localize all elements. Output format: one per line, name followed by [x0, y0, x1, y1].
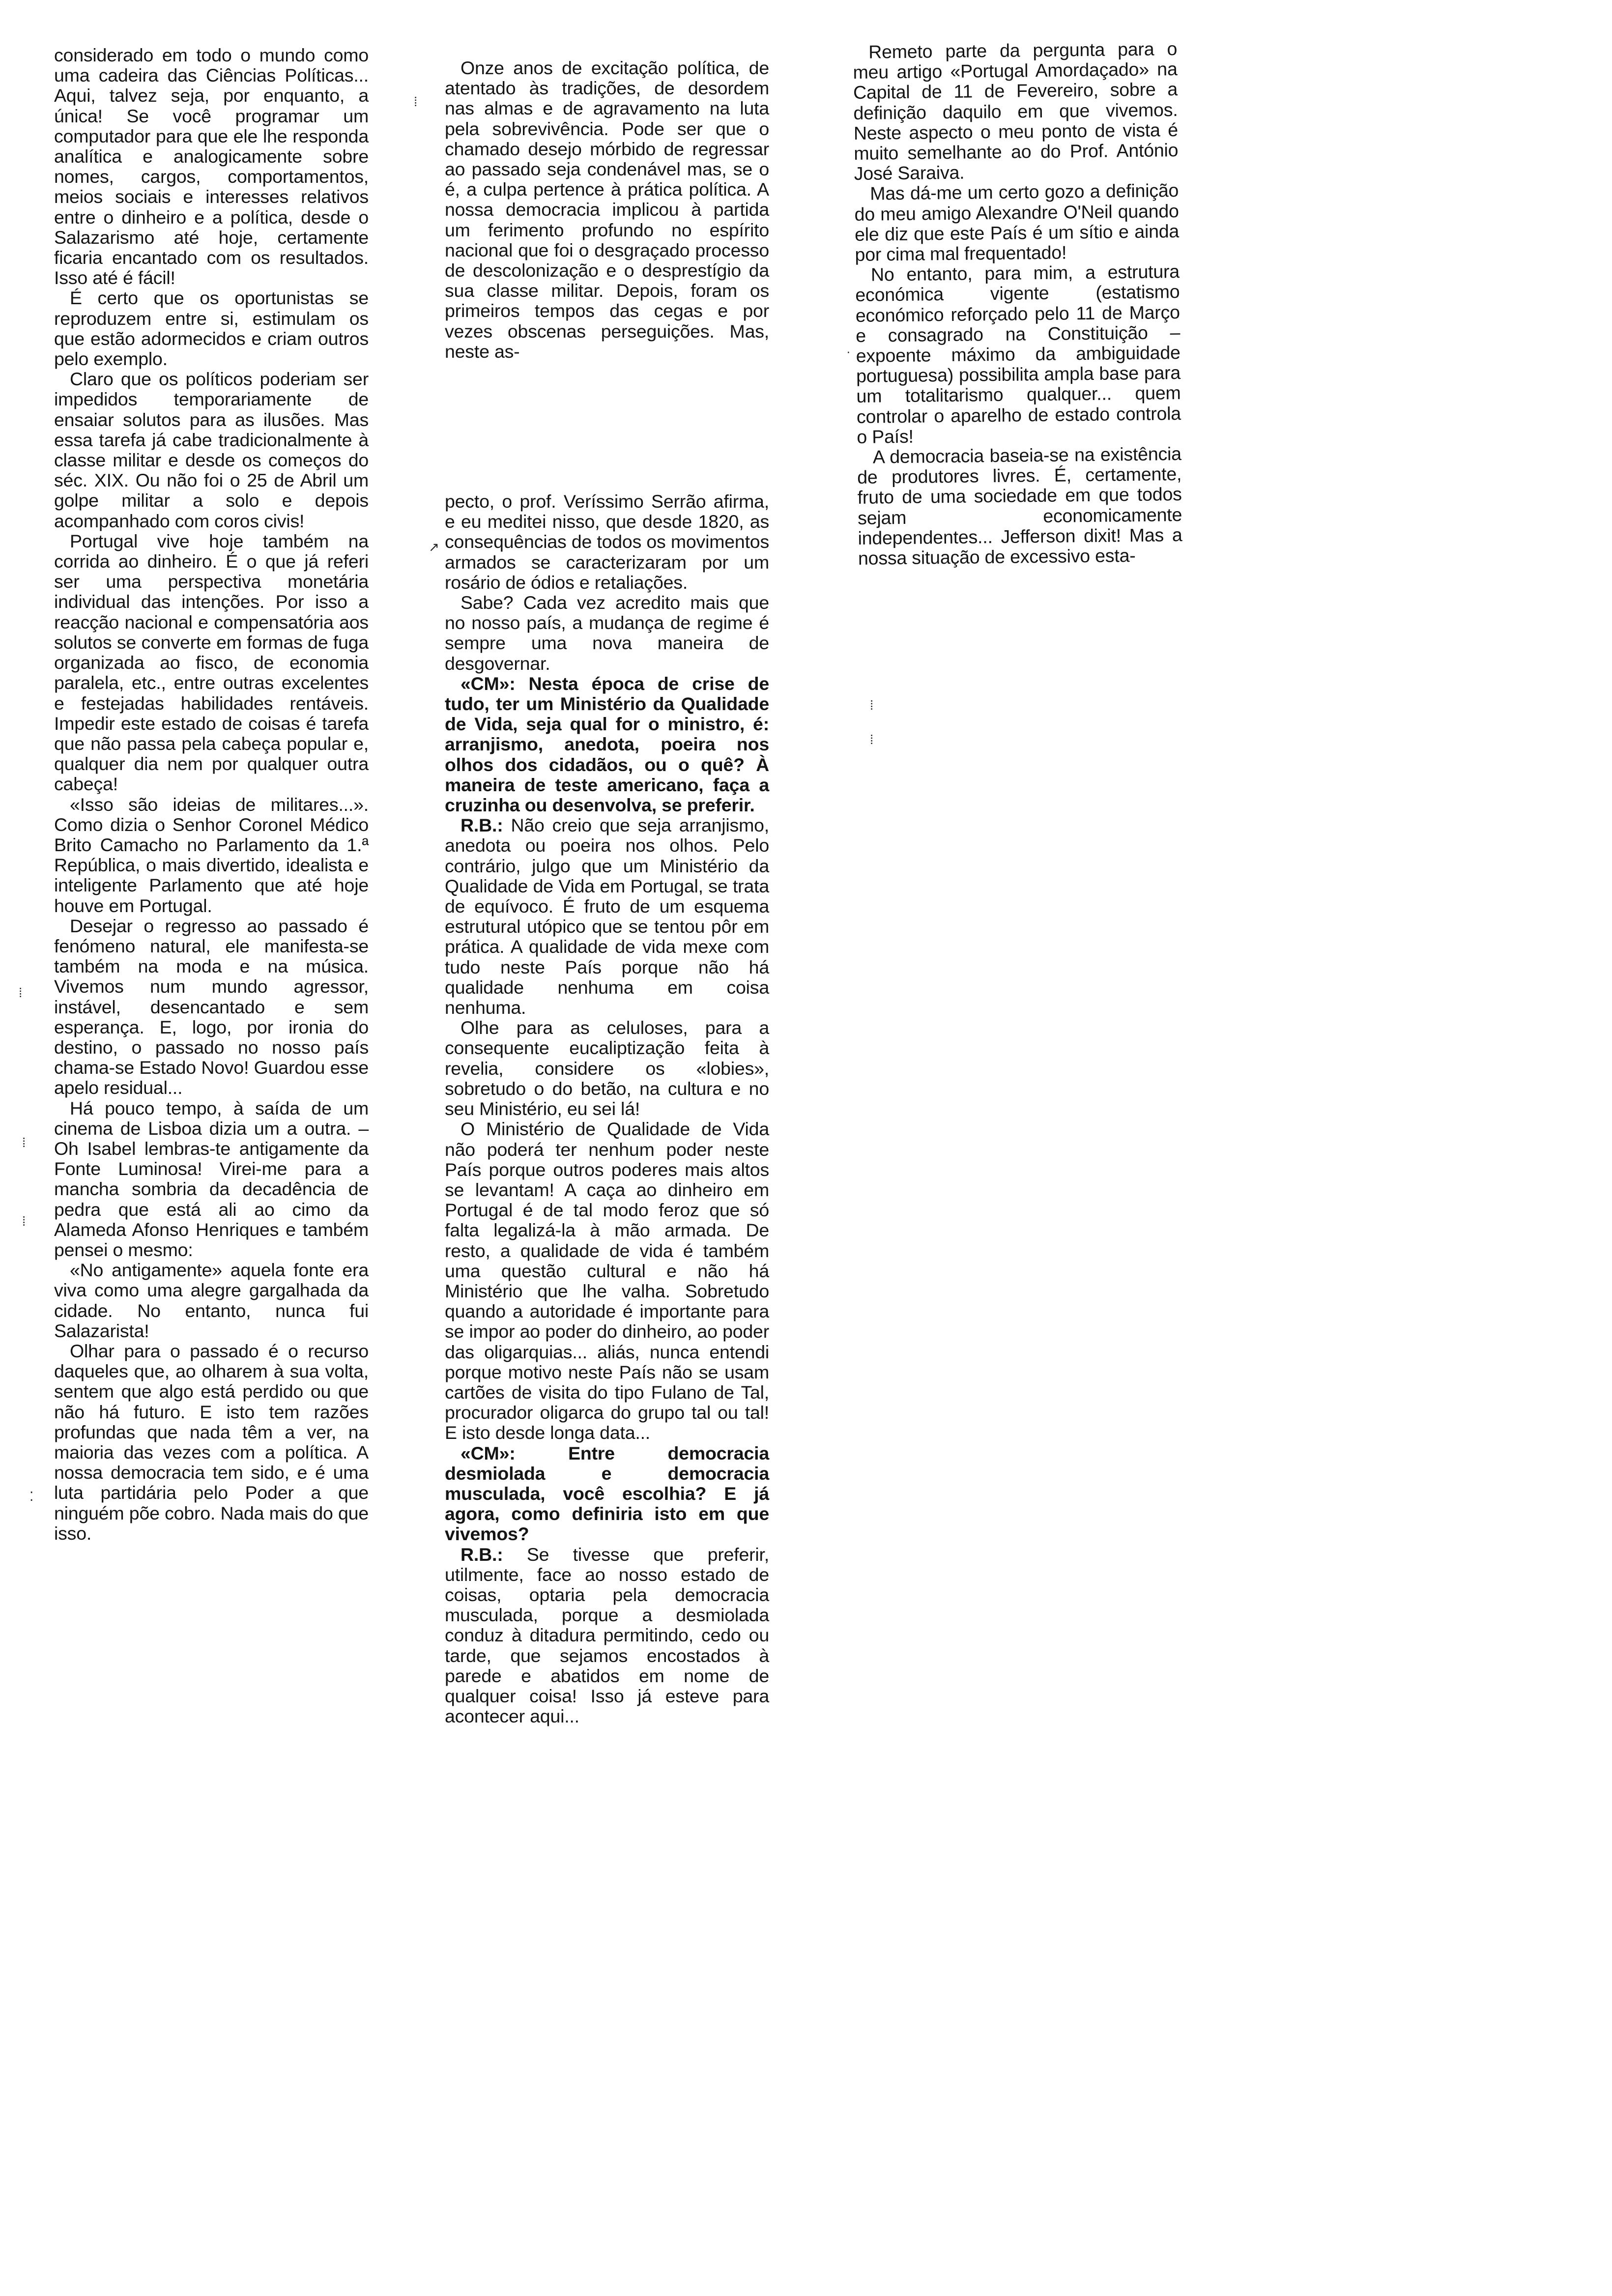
scan-speck: ·	[846, 344, 851, 359]
article-paragraph: A democracia baseia-se na existência de produtores livres. É, certamente, fruto de uma sociedade em que todos sejam economicamente independentes... Jefferson dixit! Mas a nossa situação de excessivo esta-	[857, 443, 1182, 569]
answer-speaker-label: R.B.:	[461, 815, 503, 836]
scan-speck: ⁞	[870, 732, 874, 747]
article-paragraph: É certo que os oportunistas se reproduzem entre si, estimulam os que estão adormecidos e criam outros pelo exemplo.	[54, 287, 369, 370]
interview-answer	[445, 1545, 769, 1727]
article-column-3	[853, 39, 1182, 569]
scan-speck: ⁚	[29, 1489, 34, 1504]
scan-speck: ⁞	[870, 698, 874, 713]
article-paragraph: considerado em todo o mundo como uma cadeira das Ciências Políticas... Aqui, talvez seja, por enquanto, a única! Se você programar um computador para que ele lhe responda analítica e analogicamente sobre nomes, cargos, comportamentos, meios sociais e interesses relativos entre o dinheiro e a política, desde o Salazarismo até hoje, certamente ficaria encantado com os resultados. Isso até é fácil!	[54, 45, 369, 288]
answer-text: Não creio que seja arranjismo, anedota ou poeira nos olhos. Pelo contrário, julgo que um Ministério da Qualidade de Vida em Portugal, se trata de equívoco. É fruto de um esquema estrutural utópico que se tentou pôr em prática. A qualidade de vida mexe com tudo neste País porque não há qualidade nenhuma em coisa nenhuma.	[445, 815, 769, 1018]
article-paragraph: No entanto, para mim, a estrutura económica vigente (estatismo económico reforçado pelo 11 de Março e consagrado na Constituição – expoente máximo da ambiguidade portuguesa) possibilita ampla base para um totalitarismo qualquer... quem controlar o aparelho de estado controla o País!	[855, 261, 1181, 447]
article-paragraph: Remeto parte da pergunta para o meu artigo «Portugal Amordaçado» na Capital de 11 de Fevereiro, sobre a definição daquilo em que vivemos. Neste aspecto o meu ponto de vista é muito semelhante ao do Prof. António José Saraiva.	[853, 38, 1179, 184]
interview-answer	[445, 815, 769, 1018]
article-paragraph: Claro que os políticos poderiam ser impedidos temporariamente de ensaiar solutos para as ilusões. Mas essa tarefa já cabe tradicionalmente à classe militar e desde os começos do séc. XIX. Ou não foi o 25 de Abril um golpe militar a solo e depois acompanhado com coros civis!	[54, 369, 369, 531]
article-paragraph: Olhe para as celuloses, para a consequente eucaliptização feita à revelia, considere os «lobies», sobretudo o do betão, na cultura e no seu Ministério, eu sei lá!	[445, 1017, 769, 1119]
article-paragraph: «Isso são ideias de militares...». Como dizia o Senhor Coronel Médico Brito Camacho no Parlamento da 1.ª República, o mais divertido, idealista e inteligente Parlamento que até hoje houve em Portugal.	[54, 794, 369, 916]
article-column-2-top	[445, 58, 769, 362]
answer-speaker-label: R.B.:	[461, 1544, 503, 1565]
scan-speck: ↗	[429, 540, 439, 554]
scan-speck: ⁞	[414, 94, 418, 109]
article-paragraph: Olhar para o passado é o recurso daqueles que, ao olharem à sua volta, sentem que algo está perdido ou que não há futuro. E isto tem razões profundas que nada têm a ver, na maioria das vezes com a política. A nossa democracia tem sido, e é uma luta partidária pelo Poder a que ninguém põe cobro. Nada mais do que isso.	[54, 1341, 369, 1544]
interview-question: «CM»: Nesta época de crise de tudo, ter um Ministério da Qualidade de Vida, seja qual for o ministro, é: arranjismo, anedota, poeira nos olhos dos cidadãos, ou o quê? À maneira de teste americano, faça a cruzinha ou desenvolva, se preferir.	[445, 673, 769, 816]
interview-question: «CM»: Entre democracia desmiolada e democracia musculada, você escolhia? E já agora, como definiria isto em que vivemos?	[445, 1442, 769, 1545]
article-paragraph: Portugal vive hoje também na corrida ao dinheiro. É o que já referi ser uma perspectiva monetária individual das intenções. Por isso a reacção nacional e compensatória aos solutos se converte em formas de fuga organizada ao fisco, de economia paralela, etc., entre outras excelentes e festejadas habilidades rentáveis. Impedir este estado de coisas é tarefa que não passa pela cabeça popular e, qualquer dia nem por qualquer outra cabeça!	[54, 530, 369, 795]
answer-text: Se tivesse que preferir, utilmente, face ao nosso estado de coisas, optaria pela democracia musculada, porque a desmiolada conduz à ditadura permitindo, cedo ou tarde, que sejamos encostados à parede e abatidos em nome de qualquer coisa! Isso já esteve para acontecer aqui...	[445, 1544, 769, 1727]
article-paragraph: Desejar o regresso ao passado é fenómeno natural, ele manifesta-se também na moda e na música. Vivemos num mundo agressor, instável, desencantado e sem esperança. E, logo, por ironia do destino, o passado no nosso país chama-se Estado Novo! Guardou esse apelo residual...	[54, 915, 369, 1098]
scan-speck: ⁞	[22, 1135, 26, 1150]
article-column-1	[54, 45, 369, 1544]
scan-speck: ⁞	[19, 985, 23, 1000]
article-paragraph: «No antigamente» aquela fonte era viva como uma alegre gargalhada da cidade. No entanto, nunca fui Salazarista!	[54, 1260, 369, 1341]
article-paragraph: Sabe? Cada vez acredito mais que no nosso país, a mudança de regime é sempre uma nova maneira de desgovernar.	[445, 592, 769, 674]
scan-speck: ⁞	[22, 1214, 26, 1229]
article-paragraph: pecto, o prof. Veríssimo Serrão afirma, e eu meditei nisso, que desde 1820, as consequências de todos os movimentos armados se caracterizaram por um rosário de ódios e retaliações.	[445, 491, 769, 593]
article-column-2-bottom	[445, 491, 769, 1726]
article-paragraph: O Ministério de Qualidade de Vida não poderá ter nenhum poder neste País porque outros poderes mais altos se levantam! A caça ao dinheiro em Portugal é de tal modo feroz que só falta legalizá-la à mão armada. De resto, a qualidade de vida é também uma questão cultural e não há Ministério que lhe valha. Sobretudo quando a autoridade é importante para se impor ao poder do dinheiro, ao poder das oligarquias... aliás, nunca entendi porque motivo neste País não se usam cartões de visita do tipo Fulano de Tal, procurador oligarca do grupo tal ou tal! E isto desde longa data...	[445, 1119, 769, 1443]
article-paragraph: Há pouco tempo, à saída de um cinema de Lisboa dizia um a outra. – Oh Isabel lembras-te antigamente da Fonte Luminosa! Virei-me para a mancha sombria da decadência de pedra que está ali ao cimo da Alameda Afonso Henriques e também pensei o mesmo:	[54, 1097, 369, 1260]
article-paragraph: Onze anos de excitação política, de atentado às tradições, de desordem nas almas e de agravamento na luta pela sobrevivência. Pode ser que o chamado desejo mórbido de regressar ao passado seja condenável mas, se o é, a culpa pertence à prática política. A nossa democracia implicou à partida um ferimento profundo no espírito nacional que foi o desgraçado processo de descolonização e o desprestígio da sua classe militar. Depois, foram os primeiros tempos das cegas e por vezes obscenas perseguições. Mas, neste as-	[445, 57, 769, 362]
article-paragraph: Mas dá-me um certo gozo a definição do meu amigo Alexandre O'Neil quando ele diz que este País é um sítio e ainda por cima mal frequentado!	[854, 180, 1180, 265]
